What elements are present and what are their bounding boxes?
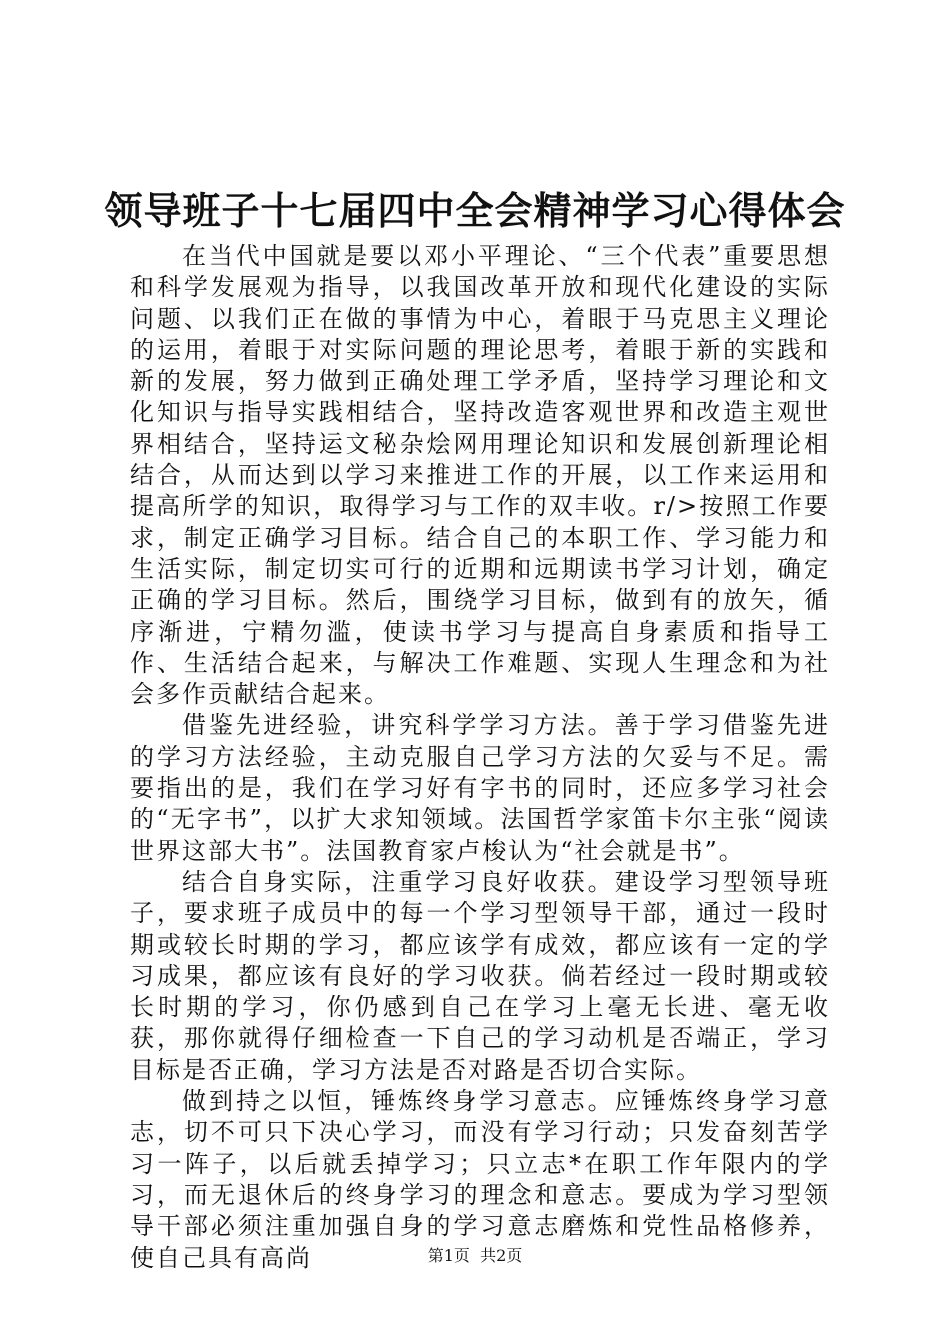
paragraph: 结合自身实际，注重学习良好收获。建设学习型领导班子，要求班子成员中的每一个学习型领导干部，通过一段时期或较长时期的学习，都应该学有成效，都应该有一定的学习成果，都应该有良好的学习收获。倘若经过一段时期或较长时期的学习，你仍感到自己在学习上毫无长进、毫无收获，那你就得仔细检查一下自己的学习动机是否端正，学习目标是否正确，学习方法是否对路是否切合实际。 — [130, 867, 830, 1084]
paragraph: 在当代中国就是要以邓小平理论、“三个代表”重要思想和科学发展观为指导，以我国改革开放和现代化建设的实际问题、以我们正在做的事情为中心，着眼于马克思主义理论的运用，着眼于对实际问题的理论思考，着眼于新的实践和新的发展，努力做到正确处理工学矛盾，坚持学习理论和文化知识与指导实践相结合，坚持改造客观世界和改造主观世界相结合，坚持运文秘杂烩网用理论知识和发展创新理论相结合，从而达到以学习来推进工作的开展，以工作来运用和提高所学的知识，取得学习与工作的双丰收。r/>按照工作要求，制定正确学习目标。结合自己的本职工作、学习能力和生活实际，制定切实可行的近期和远期读书学习计划，确定正确的学习目标。然后，围绕学习目标，做到有的放矢，循序渐进，宁精勿滥，使读书学习与提高自身素质和指导工作、生活结合起来，与解决工作难题、实现人生理念和为社会多作贡献结合起来。 — [130, 242, 830, 709]
paragraph: 借鉴先进经验，讲究科学学习方法。善于学习借鉴先进的学习方法经验，主动克服自己学习方法的欠妥与不足。需要指出的是，我们在学习好有字书的同时，还应多学习社会的“无字书”，以扩大求知领域。法国哲学家笛卡尔主张“阅读世界这部大书”。法国教育家卢梭认为“社会就是书”。 — [130, 711, 830, 865]
page-number: 第1页 共2页 — [427, 1246, 523, 1265]
document-body — [130, 241, 830, 1274]
paragraph: 做到持之以恒，锤炼终身学习意志。应锤炼终身学习意志，切不可只下决心学习，而没有学习行动；只发奋刻苦学习一阵子，以后就丢掉学习；只立志*在职工作年限内的学习，而无退休后的终身学习的理念和意志。要成为学习型领导干部必须注重加强自身的学习意志磨炼和党性品格修养，使自己具有高尚 — [130, 1087, 830, 1272]
document-title: 领导班子十七届四中全会精神学习心得体会 — [104, 188, 846, 233]
page-footer — [0, 1245, 950, 1267]
